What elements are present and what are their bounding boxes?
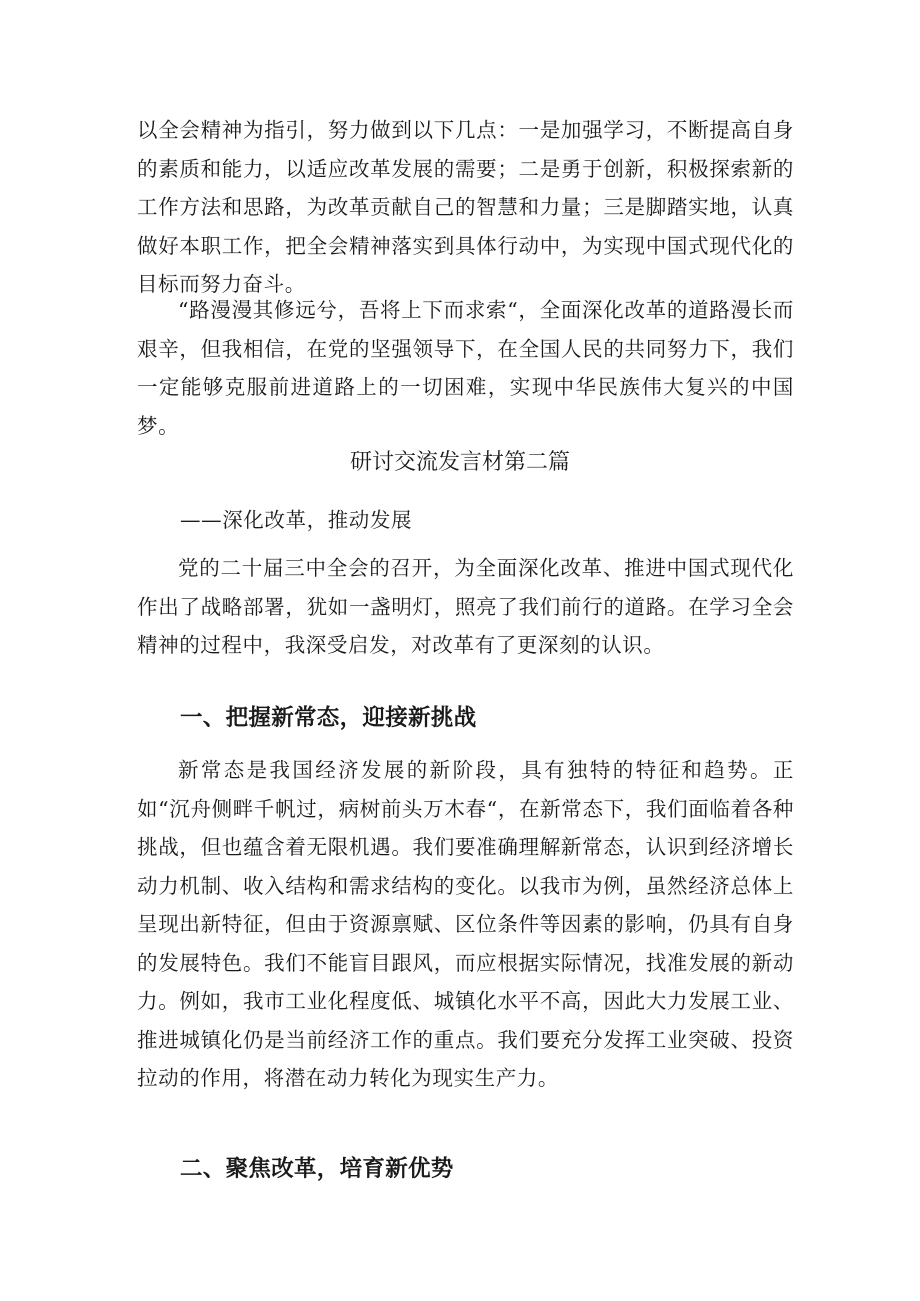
- document-title: 研讨交流发言材第二篇: [349, 450, 570, 475]
- paragraph-guidance: 以全会精神为指引，努力做到以下几点：一是加强学习，不断提高自身的素质和能力，以适应改革发展的需要；二是勇于创新，积极探索新的工作方法和思路，为改革贡献自己的智慧和力量；三是脚踏实地，认真做好本职工作，把全会精神落实到具体行动中，为实现中国式现代化的目标而努力奋斗。: [137, 118, 794, 296]
- paragraph-quote-closing: “路漫漫其修远兮，吾将上下而求索“，全面深化改革的道路漫长而艰辛，但我相信，在党的坚强领导下，在全国人民的共同努力下，我们一定能够克服前进道路上的一切困难，实现中华民族伟大复兴的中国梦。: [137, 298, 794, 438]
- section-heading-2: 二、聚焦改革，培育新优势: [180, 1156, 454, 1182]
- document-subtitle: ——深化改革，推动发展: [180, 508, 413, 532]
- paragraph-intro: 党的二十届三中全会的召开，为全面深化改革、推进中国式现代化作出了战略部署，犹如一盏明灯，照亮了我们前行的道路。在学习全会精神的过程中，我深受启发，对改革有了更深刻的认识。: [137, 556, 794, 657]
- paragraph-new-normal: 新常态是我国经济发展的新阶段，具有独特的特征和趋势。正如“沉舟侧畔千帆过，病树前头万木春“，在新常态下，我们面临着各种挑战，但也蕴含着无限机遇。我们要准确理解新常态，认识到经济增长动力机制、收入结构和需求结构的变化。以我市为例，虽然经济总体上呈现出新特征，但由于资源禀赋、区位条件等因素的影响，仍具有自身的发展特色。我们不能盲目跟风，而应根据实际情况，找准发展的新动力。例如，我市工业化程度低、城镇化水平不高，因此大力发展工业、推进城镇化仍是当前经济工作的重点。我们要充分发挥工业突破、投资拉动的作用，将潜在动力转化为现实生产力。: [137, 758, 794, 1090]
- section-heading-1: 一、把握新常态，迎接新挑战: [180, 705, 477, 731]
